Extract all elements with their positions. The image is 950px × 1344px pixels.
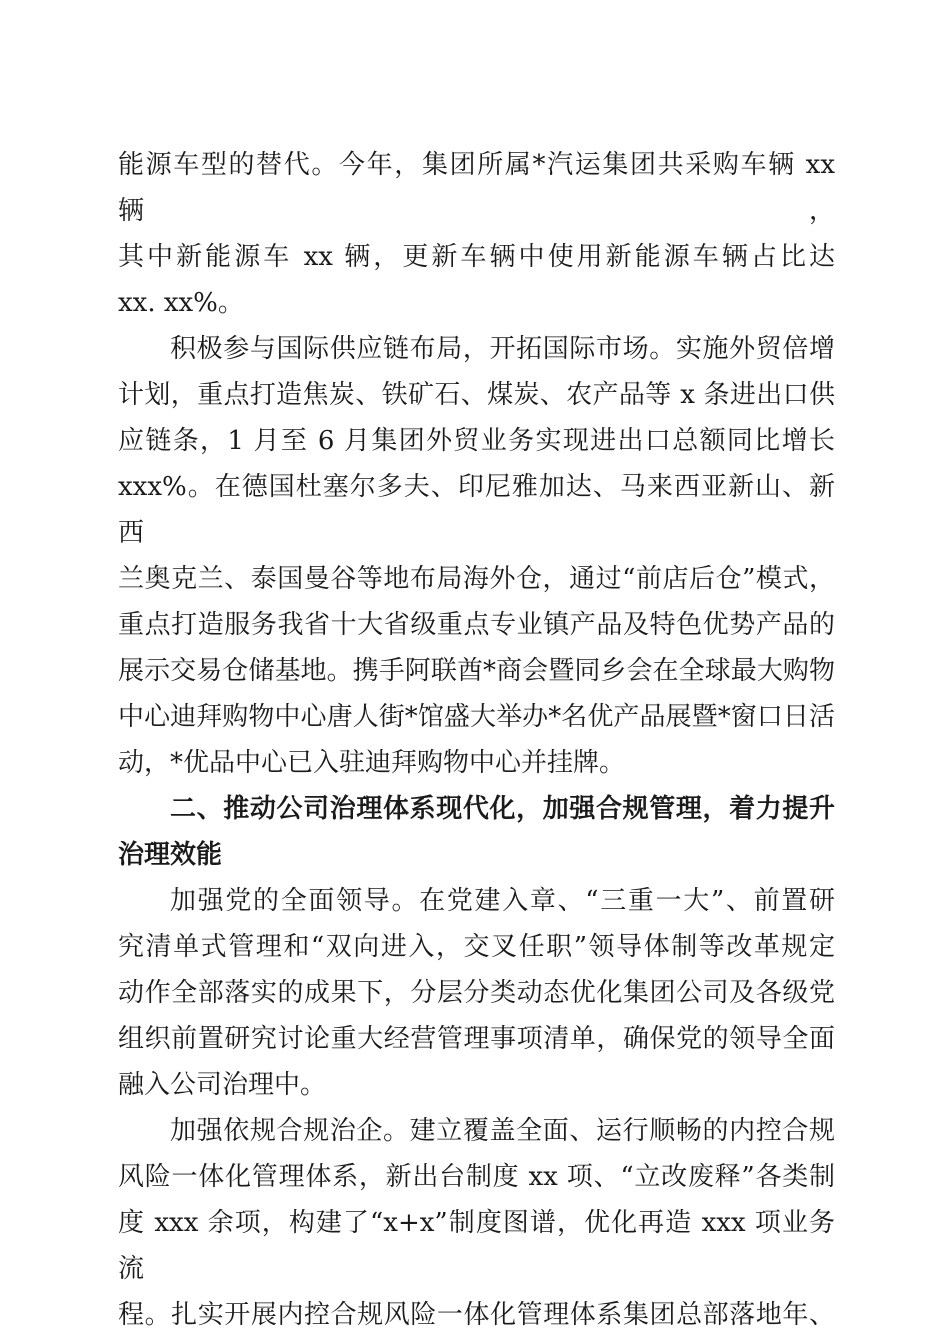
- text-line: xxx%。在德国杜塞尔多夫、印尼雅加达、马来西亚新山、新西: [118, 472, 835, 548]
- text-line: 加强党的全面领导。在党建入章、“三重一大”、前置研: [170, 886, 835, 916]
- text-line: 动，*优品中心已入驻迪拜购物中心并挂牌。: [118, 748, 626, 778]
- text-line: 动作全部落实的成果下，分层分类动态优化集团公司及各级党: [118, 978, 835, 1008]
- text-line: 能源车型的替代。今年，集团所属*汽运集团共采购车辆 xx 辆，: [118, 150, 835, 226]
- paragraph-new-energy-vehicles: [118, 142, 835, 326]
- text-line: 中心迪拜购物中心唐人街*馆盛大举办*名优产品展暨*窗口日活: [118, 702, 835, 732]
- text-line: 展示交易仓储基地。携手阿联酋*商会暨同乡会在全球最大购物: [118, 656, 835, 686]
- text-line: 加强依规合规治企。建立覆盖全面、运行顺畅的内控合规: [170, 1116, 835, 1146]
- heading-line: 治理效能: [118, 840, 223, 870]
- text-line: 兰奥克兰、泰国曼谷等地布局海外仓，通过“前店后仓”模式，: [118, 564, 835, 594]
- section-heading-corporate-governance: [118, 786, 835, 878]
- text-line: 度 xxx 余项，构建了“x+x”制度图谱，优化再造 xxx 项业务流: [118, 1208, 835, 1284]
- text-line: 组织前置研究讨论重大经营管理事项清单，确保党的领导全面: [118, 1024, 835, 1054]
- text-line: 应链条，1 月至 6 月集团外贸业务实现进出口总额同比增长: [118, 426, 835, 456]
- document-body: [118, 142, 835, 1338]
- text-line: 融入公司治理中。: [118, 1070, 327, 1100]
- paragraph-compliance-governance: [118, 1108, 835, 1338]
- text-line: 计划，重点打造焦炭、铁矿石、煤炭、农产品等 x 条进出口供: [118, 380, 835, 410]
- paragraph-party-leadership: [118, 878, 835, 1108]
- text-line: 风险一体化管理体系，新出台制度 xx 项、“立改废释”各类制: [118, 1162, 835, 1192]
- paragraph-international-supply-chain: [118, 326, 835, 786]
- text-line: 其中新能源车 xx 辆，更新车辆中使用新能源车辆占比达: [118, 242, 835, 272]
- text-line: xx. xx%。: [118, 288, 244, 318]
- text-line: 究清单式管理和“双向进入，交叉任职”领导体制等改革规定: [118, 932, 835, 962]
- heading-line: 二、推动公司治理体系现代化，加强合规管理，着力提升: [170, 794, 835, 824]
- text-line: 重点打造服务我省十大省级重点专业镇产品及特色优势产品的: [118, 610, 835, 640]
- text-line: 程。扎实开展内控合规风险一体化管理体系集团总部落地年、: [118, 1300, 835, 1330]
- text-line: 积极参与国际供应链布局，开拓国际市场。实施外贸倍增: [170, 334, 835, 364]
